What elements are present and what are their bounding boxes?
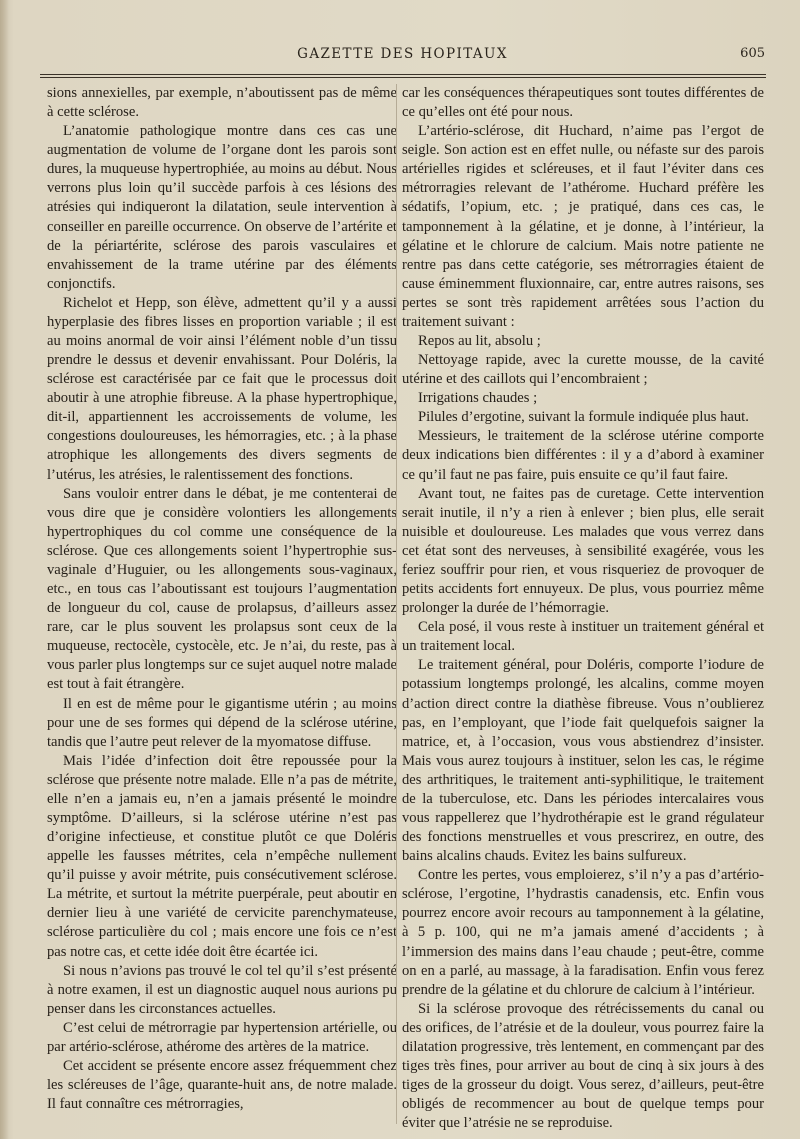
paragraph: Si nous n’avions pas trouvé le col tel qu’il s’est présenté à notre examen, il est un diagnostic auquel nous aurions pu penser dans les circonstances actuelles. — [47, 962, 397, 1017]
paragraph: Nettoyage rapide, avec la curette mousse, de la cavité utérine et des caillots qui l’encombraient ; — [402, 352, 764, 388]
paragraph: car les conséquences thérapeutiques sont toutes différentes de ce qu’elles ont été pour nous. — [402, 85, 764, 121]
paragraph: Pilules d’ergotine, suivant la formule indiquée plus haut. — [418, 409, 749, 426]
paragraph: Cet accident se présente encore assez fréquemment chez les scléreuses de l’âge, quarante-huit ans, de notre malade. Il faut connaître ces métrorragies, — [47, 1057, 397, 1113]
paragraph: Il en est de même pour le gigantisme utérin ; au moins pour une de ses formes qui dépend de la sclérose utérine, tandis que l’autre peut relever de la myomatose diffuse. — [47, 695, 397, 750]
right-column — [402, 84, 764, 1133]
column-divider — [396, 84, 397, 1124]
paragraph: Contre les pertes, vous emploierez, s’il n’y a pas d’artério-sclérose, l’ergotine, l’hydrastis canadensis, etc. Enfin vous pourrez encore avoir recours au tamponnement à la gélatine, à 5 p. 100, qui ne m’a jamais amené d’accidents ; à l’immersion des mains dans l’eau chaude ; peut-être, comme on en a parlé, au massage, à la faradisation. Enfin vous ferez prendre de la gélatine et du chlorure de calcium à l’intérieur. — [402, 867, 764, 998]
paragraph: Sans vouloir entrer dans le débat, je me contenterai de vous dire que je considère volontiers les allongements hypertrophiques du col comme une conséquence de la sclérose. Que ces allongements soient l’hypertrophie sus-vaginale d’Huguier, ou les allongements sous-vaginaux, etc., en tous cas l’aboutissant est toujours l’augmentation de longueur du col, cause de prolapsus, d’ailleurs assez rare, car le plus souvent les prolapsus sont ceux de la muqueuse, rectocèle, cystocèle, etc. Je n’ai, du reste, pas à vous parler plus longtemps sur ce sujet auquel notre malade est tout à fait étrangère. — [47, 485, 397, 693]
paragraph: Le traitement général, pour Doléris, comporte l’iodure de potassium longtemps prolongé, les alcalins, comme moyen d’action direct contre la diathèse fibreuse. Vous n’oublierez pas, en l’employant, que l’iode fait quelquefois saigner la matrice, et, à l’occasion, vous vous abstiendrez d’insister. Mais vous aurez toujours à instituer, selon les cas, le régime des arthritiques, le traitement anti-syphilitique, le traitement de la tuberculose, etc. Dans les périodes intercalaires vous vous rappellerez que l’hydrothérapie est le grand régulateur des fonctions menstruelles et vous prescrirez, en outre, des bains alcalins chauds. Evitez les bains sulfureux. — [402, 657, 764, 865]
paragraph: Avant tout, ne faites pas de curetage. Cette intervention serait inutile, il n’y a rien à enlever ; bien plus, elle serait nuisible et douloureuse. Les malades que vous verrez dans cet état sont des nerveuses, à sensibilité exagérée, vous les feriez souffrir pour rien, et vous risqueriez de provoquer de petits accidents fort ennuyeux. De plus, vous pourriez même prolonger la durée de l’hémorragie. — [402, 485, 764, 617]
running-title: GAZETTE DES HOPITAUX — [297, 46, 508, 62]
running-header — [40, 38, 765, 64]
page-edge-shadow — [0, 0, 9, 1139]
paragraph: Irrigations chaudes ; — [418, 390, 538, 407]
paragraph: C’est celui de métrorragie par hypertension artérielle, ou par artério-sclérose, athérome des artères de la matrice. — [47, 1019, 397, 1055]
paragraph: Repos au lit, absolu ; — [418, 333, 541, 350]
paragraph: L’anatomie pathologique montre dans ces cas une augmentation de volume de l’organe dont les parois sont dures, la muqueuse hypertrophiée, au moins au début. Nous verrons plus loin qu’il succède parfois à ces lésions des atrésies qui indiqueront la dilatation, seule intervention à conseiller en pareille occurrence. On observe de l’artérite et de la périartérite, sclérose des parois vasculaires et envahissement de la trame utérine par des éléments conjonctifs. — [47, 123, 397, 292]
header-rule-bottom — [40, 77, 766, 78]
paragraph: Mais l’idée d’infection doit être repoussée pour la sclérose que présente notre malade. Elle n’a pas de métrite, elle n’en a jamais eu, n’en a jamais présenté le moindre symptôme. D’ailleurs, si la sclérose utérine n’est pas d’origine infectieuse, et constitue plutôt ce que Doléris appelle les fausses métrites, cela n’empêche nullement qu’il puisse y avoir métrite, puis consécutivement sclérose. La métrite, et surtout la métrite puerpérale, peut aboutir en dernier lieu à une variété de cervicite parenchymateuse, sclérose particulière du col ; mais encore une fois ce n’est pas notre cas, et cette idée doit être écartée ici. — [47, 752, 397, 960]
left-column — [47, 84, 397, 1114]
paragraph: sions annexielles, par exemple, n’aboutissent pas de même à cette sclérose. — [47, 85, 397, 121]
paragraph: L’artério-sclérose, dit Huchard, n’aime pas l’ergot de seigle. Son action est en effet nulle, ou néfaste sur des parois artérielles rigides et scléreuses, et il faut l’éviter dans ces métrorragies relevant de l’athérome. Huchard préfère les sédatifs, l’opium, etc. ; je pratiqué, dans ces cas, le tamponnement à la gélatine, et je donne, à l’intérieur, la gélatine et le chlorure de calcium. Mais notre patiente ne rentre pas dans cette catégorie, ses métrorragies étaient de cause éminemment fluxionnaire, car, entre autres raisons, ses pertes se sont très rapidement arrêtées sous l’action du traitement suivant : — [402, 123, 764, 330]
header-rule-top — [40, 74, 766, 75]
paragraph: Si la sclérose provoque des rétrécissements du canal ou des orifices, de l’atrésie et de la douleur, vous pourrez faire la dilatation progressive, très lentement, en commençant par des tiges très fines, pour arriver au bout de cinq à six jours à des tiges de la grosseur du doigt. Vous serez, d’ailleurs, peut-être obligés de recommencer au bout de quelque temps pour éviter que l’atrésie ne se reproduise. — [402, 1000, 764, 1132]
paragraph: Cela posé, il vous reste à instituer un traitement général et un traitement local. — [402, 619, 764, 655]
paragraph: Messieurs, le traitement de la sclérose utérine comporte deux indications bien différentes : il y a d’abord à examiner ce qu’il faut ne pas faire, puis ensuite ce qu’il faut faire. — [402, 428, 764, 483]
paragraph: Richelot et Hepp, son élève, admettent qu’il y a aussi hyperplasie des fibres lisses en proportion variable ; il est au moins anormal de voir ainsi l’élément noble d’un tissu prendre le dessus et devenir envahissant. Pour Doléris, la sclérose est caractérisée par ce fait que le processus doit aboutir à une atrophie fibreuse. A la phase hypertrophique, dit-il, appartiennent les accroissements de volume, les congestions douloureuses, les hémorragies, etc. ; à la phase atrophique les allongements des divers segments de l’utérus, les atrésies, le ralentissement des fonctions. — [47, 294, 397, 483]
page-number: 605 — [740, 46, 765, 61]
